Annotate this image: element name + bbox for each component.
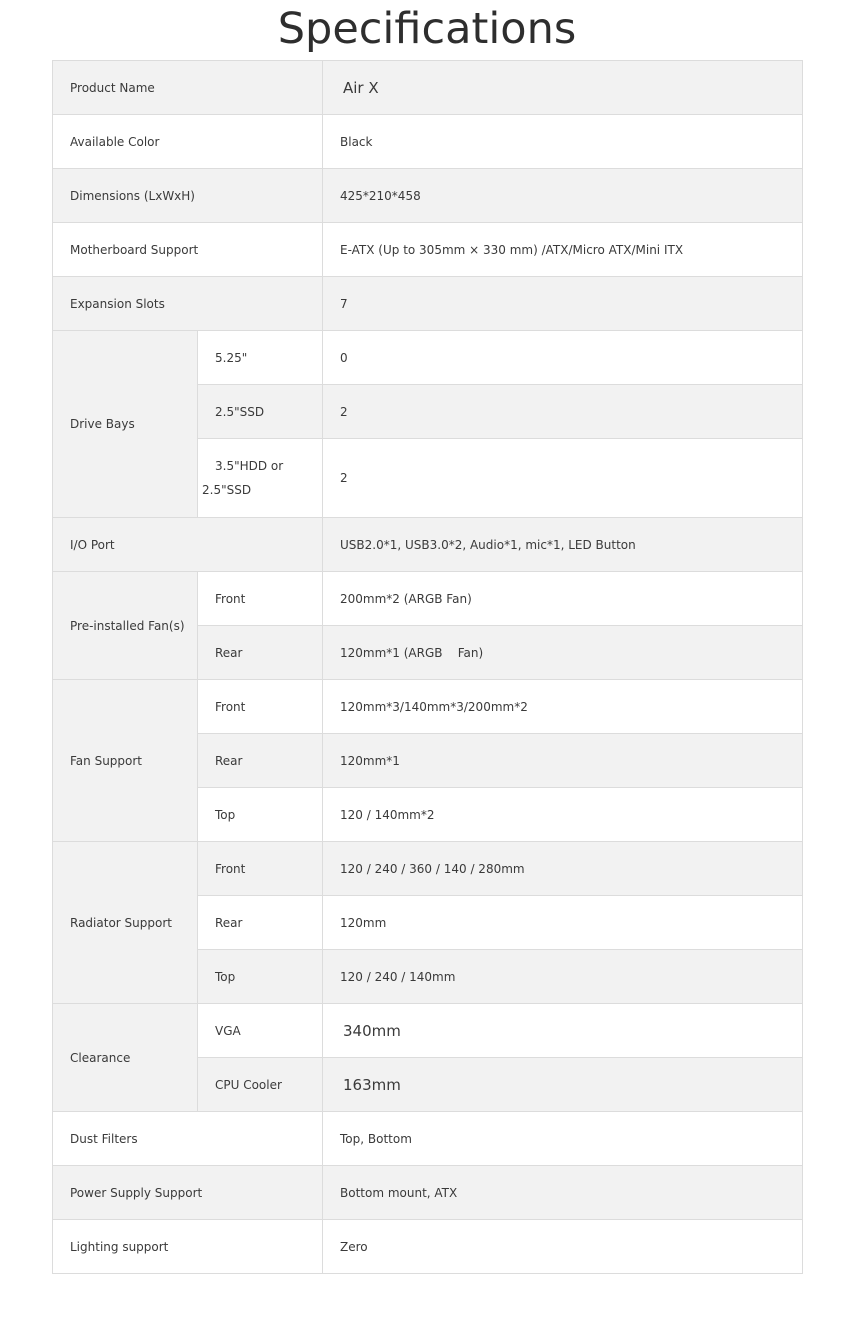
sub-label-line1: 3.5"HDD or xyxy=(215,459,284,473)
table-row xyxy=(53,169,803,223)
row-label: Motherboard Support xyxy=(53,223,323,277)
row-value: Top, Bottom xyxy=(323,1112,803,1166)
row-value: Air X xyxy=(323,61,803,115)
sub-label xyxy=(198,439,323,518)
page-title: Specifications xyxy=(277,4,577,54)
row-value: Zero xyxy=(323,1220,803,1274)
table-row xyxy=(53,1004,803,1058)
row-label: Pre-installed Fan(s) xyxy=(53,572,198,680)
sub-label: Front xyxy=(198,680,323,734)
row-value: Bottom mount, ATX xyxy=(323,1166,803,1220)
row-value: USB2.0*1, USB3.0*2, Audio*1, mic*1, LED Button xyxy=(323,518,803,572)
row-value: 120 / 240 / 360 / 140 / 280mm xyxy=(323,842,803,896)
sub-label: Rear xyxy=(198,734,323,788)
row-value: 7 xyxy=(323,277,803,331)
row-label: I/O Port xyxy=(53,518,323,572)
table-row xyxy=(53,331,803,385)
row-value: 200mm*2 (ARGB Fan) xyxy=(323,572,803,626)
row-value: E-ATX (Up to 305mm × 330 mm) /ATX/Micro ATX/Mini ITX xyxy=(323,223,803,277)
row-label: Fan Support xyxy=(53,680,198,842)
row-label: Clearance xyxy=(53,1004,198,1112)
table-row xyxy=(53,1112,803,1166)
row-value: 120 / 140mm*2 xyxy=(323,788,803,842)
row-label: Drive Bays xyxy=(53,331,198,518)
sub-label: VGA xyxy=(198,1004,323,1058)
row-label: Dimensions (LxWxH) xyxy=(53,169,323,223)
row-value: 340mm xyxy=(323,1004,803,1058)
sub-label: 5.25" xyxy=(198,331,323,385)
table-row xyxy=(53,1166,803,1220)
sub-label: Top xyxy=(198,788,323,842)
table-row xyxy=(53,680,803,734)
sub-label: Rear xyxy=(198,626,323,680)
sub-label: Front xyxy=(198,572,323,626)
row-label: Expansion Slots xyxy=(53,277,323,331)
table-row xyxy=(53,115,803,169)
row-value: 2 xyxy=(323,385,803,439)
row-value: 120mm*1 (ARGB Fan) xyxy=(323,626,803,680)
row-label: Dust Filters xyxy=(53,1112,323,1166)
row-label: Lighting support xyxy=(53,1220,323,1274)
row-value: 425*210*458 xyxy=(323,169,803,223)
row-value: 120 / 240 / 140mm xyxy=(323,950,803,1004)
row-value: 120mm*3/140mm*3/200mm*2 xyxy=(323,680,803,734)
row-value: 163mm xyxy=(323,1058,803,1112)
sub-label-line2: 2.5"SSD xyxy=(202,483,252,497)
table-row xyxy=(53,572,803,626)
row-label: Available Color xyxy=(53,115,323,169)
row-label: Product Name xyxy=(53,61,323,115)
row-value: Black xyxy=(323,115,803,169)
row-value: 2 xyxy=(323,439,803,518)
table-row xyxy=(53,842,803,896)
table-row xyxy=(53,518,803,572)
row-label: Power Supply Support xyxy=(53,1166,323,1220)
row-label: Radiator Support xyxy=(53,842,198,1004)
sub-label: 2.5"SSD xyxy=(198,385,323,439)
row-value: 120mm*1 xyxy=(323,734,803,788)
table-row xyxy=(53,223,803,277)
sub-label: CPU Cooler xyxy=(198,1058,323,1112)
sub-label: Top xyxy=(198,950,323,1004)
table-row xyxy=(53,277,803,331)
specifications-table xyxy=(52,60,803,1274)
row-value: 0 xyxy=(323,331,803,385)
sub-label: Front xyxy=(198,842,323,896)
sub-label: Rear xyxy=(198,896,323,950)
table-row xyxy=(53,1220,803,1274)
row-value: 120mm xyxy=(323,896,803,950)
table-row xyxy=(53,61,803,115)
